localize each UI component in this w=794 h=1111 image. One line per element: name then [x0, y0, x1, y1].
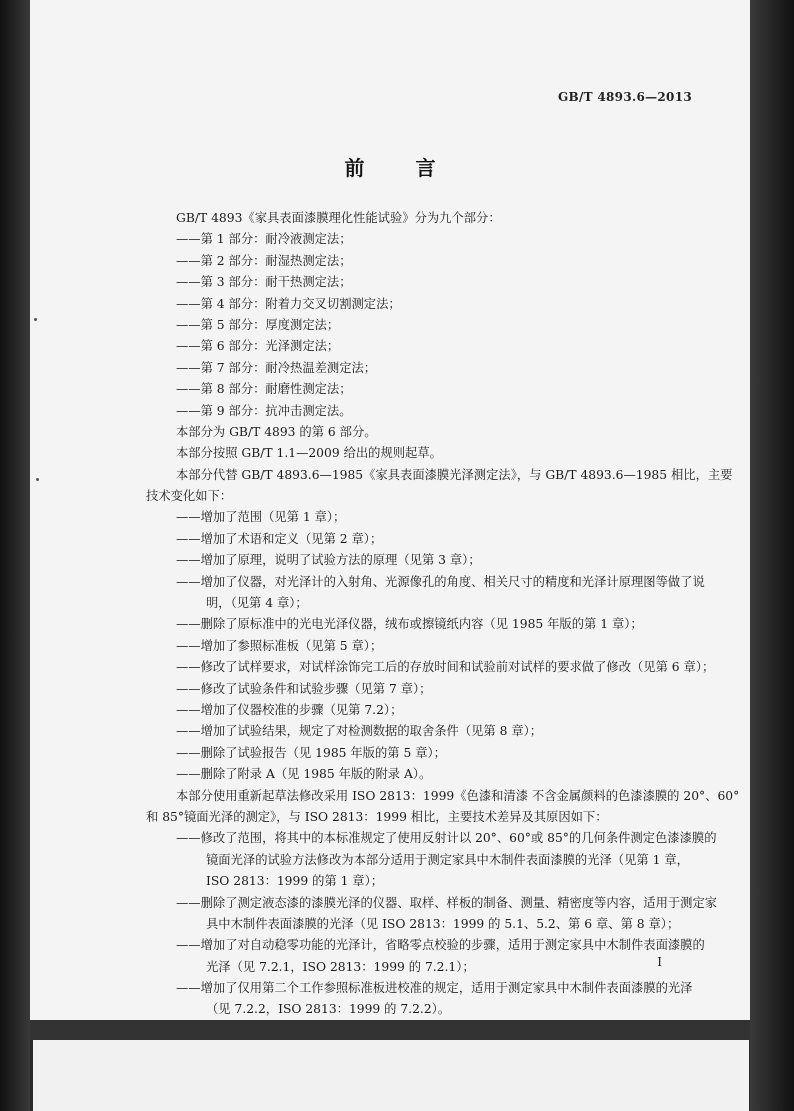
document-page [30, 0, 750, 1020]
page-gap [30, 1020, 750, 1040]
next-page-edge [33, 1040, 749, 1111]
body-line: ——修改了范围，将其中的本标准规定了使用反射计以 20°、60°或 85°的几何条件测定色漆漆膜的 [176, 831, 717, 846]
standard-code-header: GB/T 4893.6—2013 [557, 90, 692, 104]
body-line: 和 85°镜面光泽的测定》，与 ISO 2813：1999 相比，主要技术差异及其原因如下： [146, 809, 608, 824]
body-line: ——增加了仅用第二个工作参照标准板进校准的规定，适用于测定家具中木制件表面漆膜的光泽 [176, 981, 693, 996]
body-line: ——删除了附录 A（见 1985 年版的附录 A）。 [176, 767, 432, 782]
document-body [146, 208, 740, 1020]
body-line: ——增加了原理，说明了试验方法的原理（见第 3 章）； [176, 553, 481, 568]
body-line: 明，（见第 4 章）； [206, 596, 308, 611]
body-line: 镜面光泽的试验方法修改为本部分适用于测定家具中木制件表面漆膜的光泽（见第 1 章， [206, 852, 689, 867]
body-line: 本部分为 GB/T 4893 的第 6 部分。 [176, 424, 377, 439]
body-line: ——第 7 部分：耐冷热温差测定法； [176, 360, 377, 375]
body-line: 本部分按照 GB/T 1.1—2009 给出的规则起草。 [176, 446, 442, 461]
body-line: ——删除了试验报告（见 1985 年版的第 5 章）； [176, 745, 446, 760]
scan-border-right [750, 0, 794, 1111]
body-line: 具中木制件表面漆膜的光泽（见 ISO 2813：1999 的 5.1、5.2、第 6 章、第 8 章）； [206, 916, 680, 931]
body-line: 技术变化如下： [146, 489, 233, 504]
body-line: ——增加了对自动稳零功能的光泽计，省略零点校验的步骤，适用于测定家具中木制件表面漆膜的 [176, 938, 705, 953]
page-number: I [657, 955, 662, 969]
body-line: ——第 1 部分：耐冷液测定法； [176, 232, 352, 247]
scan-speck [36, 478, 39, 481]
body-line: ——第 2 部分：耐湿热测定法； [176, 253, 352, 268]
scan-border-left [0, 0, 30, 1111]
body-line: ——增加了仪器校准的步骤（见第 7.2）； [176, 702, 403, 717]
body-line: ISO 2813：1999 的第 1 章）； [206, 874, 384, 889]
scan-speck [34, 318, 37, 321]
body-line: ——增加了试验结果，规定了对检测数据的取舍条件（见第 8 章）； [176, 724, 543, 739]
body-line: ——修改了试验条件和试验步骤（见第 7 章）； [176, 681, 432, 696]
body-line: ——第 6 部分：光泽测定法； [176, 339, 340, 354]
body-line: ——删除了测定液态漆的漆膜光泽的仪器、取样、样板的制备、测量、精密度等内容，适用于测定家 [176, 895, 718, 910]
body-line: ——第 8 部分：耐磨性测定法； [176, 382, 352, 397]
body-line: ——第 4 部分：附着力交叉切割测定法； [176, 296, 401, 311]
body-line: ——修改了试样要求，对试样涂饰完工后的存放时间和试验前对试样的要求做了修改（见第 6 章）； [176, 660, 715, 675]
body-line: ——增加了参照标准板（见第 5 章）； [176, 638, 383, 653]
body-line: 本部分代替 GB/T 4893.6—1985《家具表面漆膜光泽测定法》，与 GB/T 4893.6—1985 相比，主要 [176, 467, 733, 482]
body-line: ——第 3 部分：耐干热测定法； [176, 275, 352, 290]
body-line: ——删除了原标准中的光电光泽仪器，绒布或擦镜纸内容（见 1985 年版的第 1 章）； [176, 617, 643, 632]
body-line: 光泽（见 7.2.1，ISO 2813：1999 的 7.2.1）； [206, 959, 475, 974]
body-line: ——增加了术语和定义（见第 2 章）； [176, 531, 383, 546]
page-title: 前 言 [344, 156, 458, 180]
body-line: ——第 9 部分：抗冲击测定法。 [176, 403, 352, 418]
body-line: 本部分使用重新起草法修改采用 ISO 2813：1999《色漆和清漆 不含金属颜料的色漆漆膜的 20°、60° [176, 788, 740, 803]
body-line: ——增加了仪器，对光泽计的入射角、光源像孔的角度、相关尺寸的精度和光泽计原理图等做了说 [176, 574, 705, 589]
body-line: ——增加了范围（见第 1 章）； [176, 510, 346, 525]
body-line: ——第 5 部分：厚度测定法； [176, 317, 340, 332]
body-line: （见 7.2.2，ISO 2813：1999 的 7.2.2）。 [206, 1002, 451, 1017]
body-line: GB/T 4893《家具表面漆膜理化性能试验》分为九个部分： [176, 211, 501, 225]
